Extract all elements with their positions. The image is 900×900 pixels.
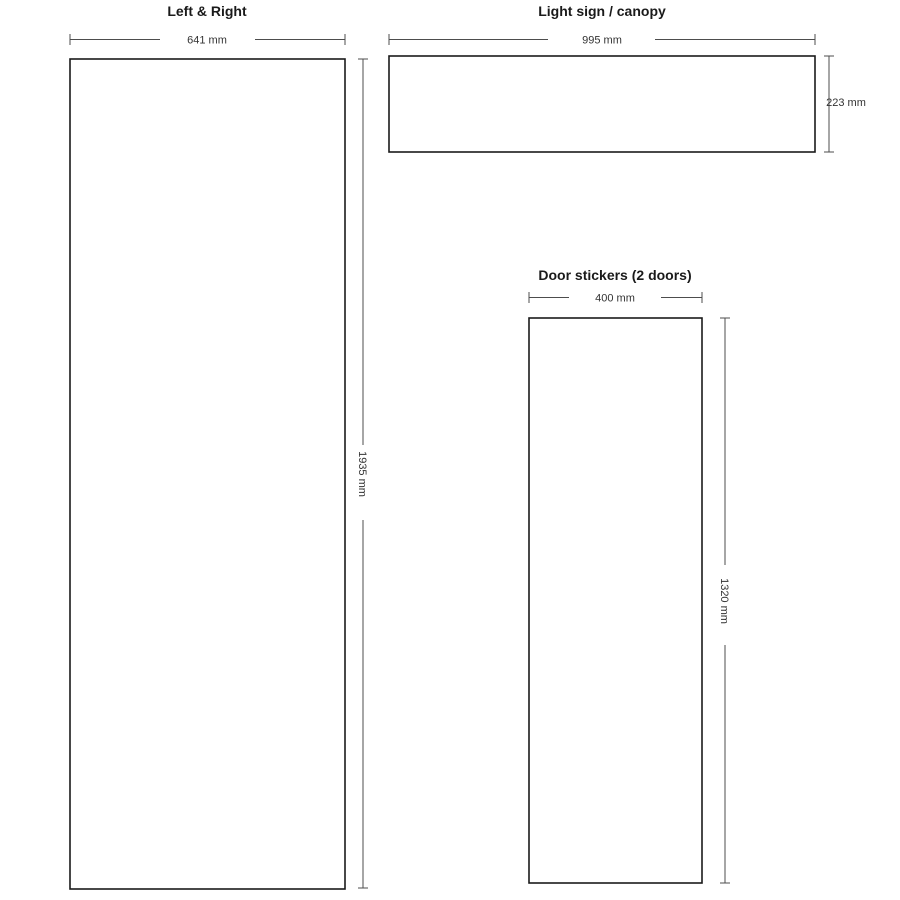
light-sign-group bbox=[389, 3, 866, 152]
light-sign-height-label: 223 mm bbox=[826, 97, 866, 109]
left-right-width-dimension bbox=[70, 34, 345, 47]
light-sign-panel-outline bbox=[389, 56, 815, 152]
door-stickers-height-dimension bbox=[718, 318, 730, 883]
light-sign-width-label: 995 mm bbox=[582, 34, 622, 47]
door-stickers-group bbox=[529, 267, 730, 883]
left-right-height-label: 1935 mm bbox=[356, 451, 368, 497]
door-stickers-width-dimension bbox=[529, 292, 702, 305]
door-stickers-panel-outline bbox=[529, 318, 702, 883]
left-right-height-dimension bbox=[356, 59, 368, 888]
light-sign-height-dimension bbox=[824, 56, 866, 152]
light-sign-width-dimension bbox=[389, 34, 815, 47]
door-stickers-height-label: 1320 mm bbox=[718, 578, 730, 624]
light-sign-title: Light sign / canopy bbox=[538, 3, 666, 19]
door-stickers-width-label: 400 mm bbox=[595, 292, 635, 305]
left-right-group bbox=[70, 3, 368, 889]
left-right-width-label: 641 mm bbox=[187, 34, 227, 47]
door-stickers-title: Door stickers (2 doors) bbox=[538, 267, 692, 283]
left-right-title: Left & Right bbox=[167, 3, 247, 19]
left-right-panel-outline bbox=[70, 59, 345, 889]
